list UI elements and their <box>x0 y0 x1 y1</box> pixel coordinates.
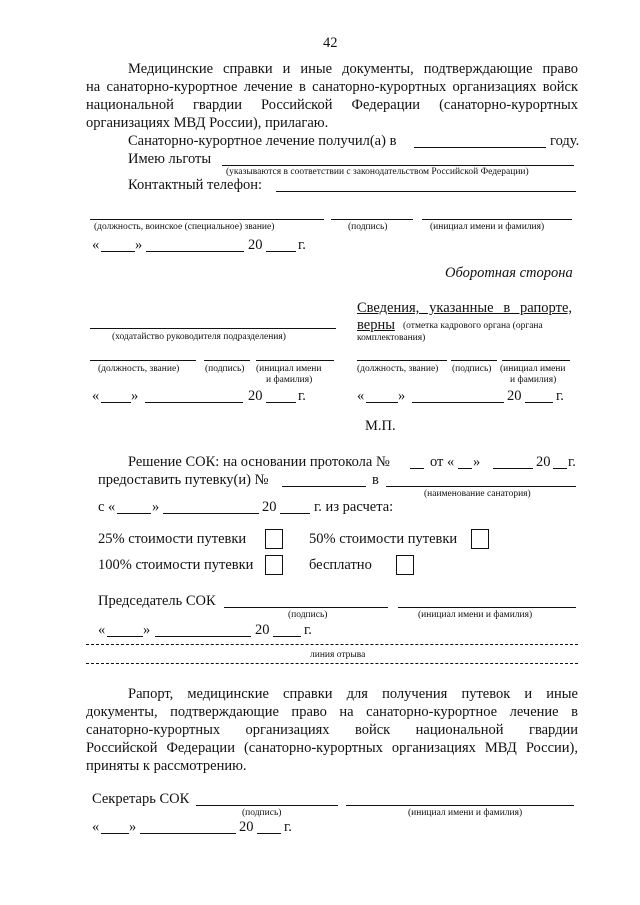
right-date-month-field[interactable] <box>412 402 504 403</box>
left-date-day-field[interactable] <box>101 402 131 403</box>
name-caption: (инициал имени и фамилия) <box>430 222 545 232</box>
left-name-caption-1: (инициал имени <box>256 364 322 374</box>
name-field[interactable] <box>422 219 572 220</box>
option-free-label: бесплатно <box>309 557 372 573</box>
left-date-month-field[interactable] <box>145 402 243 403</box>
protocol-year-field[interactable] <box>553 468 567 469</box>
sanatorium-field[interactable] <box>386 486 576 487</box>
date-year-prefix: 20 <box>248 237 263 253</box>
position-caption: (должность, воинское (специальное) звание) <box>94 222 275 232</box>
secretary-date-open-quote: « <box>92 819 100 835</box>
option-50-label: 50% стоимости путевки <box>309 531 458 547</box>
from-date-year-field[interactable] <box>280 513 310 514</box>
phone-field[interactable] <box>276 191 576 192</box>
right-name-field[interactable] <box>502 360 570 361</box>
intro-line-3: национальной гвардии Российской Федерации (санаторно-курортных <box>86 97 578 113</box>
secretary-name-caption: (инициал имени и фамилия) <box>408 808 523 818</box>
benefits-label: Имею льготы <box>128 151 212 167</box>
secretary-signature-field[interactable] <box>196 805 338 806</box>
left-signature-field[interactable] <box>204 360 250 361</box>
signature-field[interactable] <box>331 219 413 220</box>
from-date-year-prefix: 20 <box>262 499 277 515</box>
left-date-year-prefix: 20 <box>248 388 263 404</box>
chairman-date-year-field[interactable] <box>273 636 301 637</box>
secretary-date-year-suffix: г. <box>284 819 292 835</box>
receipt-line-3: санаторно-курортных организациях войск национальной гвардии <box>86 722 578 738</box>
option-free-checkbox[interactable] <box>396 555 414 575</box>
left-position-field[interactable] <box>90 360 196 361</box>
from-date-day-field[interactable] <box>117 513 151 514</box>
option-25-label: 25% стоимости путевки <box>98 531 247 547</box>
decision-year-suffix: г. <box>568 454 576 470</box>
right-date-close-quote: » <box>398 388 406 404</box>
hr-note-1: (отметка кадрового органа (органа <box>403 321 543 331</box>
right-signature-field[interactable] <box>451 360 497 361</box>
benefits-caption: (указываются в соответствии с законодательством Российской Федерации) <box>226 167 529 177</box>
hr-note-2: комплектования) <box>357 333 426 343</box>
signature-caption: (подпись) <box>348 222 388 232</box>
date-close-quote: » <box>135 237 143 253</box>
intro-line-1: Медицинские справки и иные документы, подтверждающие право <box>128 61 578 77</box>
right-position-field[interactable] <box>357 360 447 361</box>
date-year-suffix: г. <box>298 237 306 253</box>
left-signature-caption: (подпись) <box>205 364 245 374</box>
option-100-label: 100% стоимости путевки <box>98 557 254 573</box>
grant-label: предоставить путевку(и) № <box>98 472 269 488</box>
right-name-caption-2: и фамилия) <box>510 375 557 385</box>
tear-line-top <box>86 644 578 645</box>
date-month-field[interactable] <box>146 251 244 252</box>
receipt-line-1: Рапорт, медицинские справки для получения путевок и иные <box>128 686 578 702</box>
chairman-date-close-quote: » <box>143 622 151 638</box>
treatment-label: Санаторно-курортное лечение получил(а) в <box>128 133 397 149</box>
tear-line-label: линия отрыва <box>310 650 366 660</box>
protocol-number-field[interactable] <box>410 468 424 469</box>
decision-quote-close: » <box>473 454 481 470</box>
chairman-date-year-prefix: 20 <box>255 622 270 638</box>
tear-line-bottom <box>86 663 578 664</box>
decision-from: от « <box>430 454 455 470</box>
protocol-day-field[interactable] <box>458 468 472 469</box>
benefits-field[interactable] <box>222 165 574 166</box>
chairman-date-year-suffix: г. <box>304 622 312 638</box>
info-verified-word: верны <box>357 317 395 333</box>
option-100-checkbox[interactable] <box>265 555 283 575</box>
treatment-place-field[interactable] <box>414 147 546 148</box>
right-date-year-field[interactable] <box>525 402 553 403</box>
from-date-quote-close: » <box>152 499 160 515</box>
right-signature-caption: (подпись) <box>452 364 492 374</box>
secretary-date-year-prefix: 20 <box>239 819 254 835</box>
grant-in: в <box>372 472 379 488</box>
right-date-year-suffix: г. <box>556 388 564 404</box>
left-date-year-suffix: г. <box>298 388 306 404</box>
right-name-caption-1: (инициал имени <box>500 364 566 374</box>
date-open-quote: « <box>92 237 100 253</box>
left-name-caption-2: и фамилия) <box>266 375 313 385</box>
left-date-open-quote: « <box>92 388 100 404</box>
from-date-prefix: с « <box>98 499 116 515</box>
chairman-name-caption: (инициал имени и фамилия) <box>418 610 533 620</box>
decision-year-prefix: 20 <box>536 454 551 470</box>
left-date-year-field[interactable] <box>266 402 296 403</box>
secretary-name-field[interactable] <box>346 805 574 806</box>
treatment-suffix: году. <box>550 133 580 149</box>
date-year-field[interactable] <box>266 251 296 252</box>
reverse-side-title: Оборотная сторона <box>445 265 573 281</box>
left-name-field[interactable] <box>256 360 334 361</box>
protocol-month-field[interactable] <box>493 468 533 469</box>
intro-line-2: на санаторно-курортное лечение в санаторно-курортных организациях войск <box>86 79 578 95</box>
option-50-checkbox[interactable] <box>471 529 489 549</box>
secretary-date-month-field[interactable] <box>140 833 236 834</box>
right-date-year-prefix: 20 <box>507 388 522 404</box>
left-date-close-quote: » <box>131 388 139 404</box>
receipt-line-5: приняты к рассмотрению. <box>86 758 247 774</box>
secretary-date-day-field[interactable] <box>101 833 129 834</box>
receipt-line-2: документы, подтверждающие право на санаторно-курортное лечение в <box>86 704 578 720</box>
option-25-checkbox[interactable] <box>265 529 283 549</box>
chairman-date-day-field[interactable] <box>107 636 143 637</box>
payment-suffix: г. из расчета: <box>314 499 394 515</box>
intro-line-4: организациях МВД России), прилагаю. <box>86 115 329 131</box>
position-field[interactable] <box>90 219 324 220</box>
chairman-signature-caption: (подпись) <box>288 610 328 620</box>
secretary-date-close-quote: » <box>129 819 137 835</box>
petition-caption: (ходатайство руководителя подразделения) <box>112 332 286 342</box>
chairman-label: Председатель СОК <box>98 593 216 609</box>
petition-field[interactable] <box>90 328 336 329</box>
right-position-caption: (должность, звание) <box>357 364 439 374</box>
chairman-name-field[interactable] <box>398 607 576 608</box>
stamp-label: М.П. <box>365 418 396 434</box>
secretary-date-year-field[interactable] <box>257 833 281 834</box>
voucher-number-field[interactable] <box>282 486 366 487</box>
left-position-caption: (должность, звание) <box>98 364 180 374</box>
secretary-label: Секретарь СОК <box>92 791 190 807</box>
sanatorium-caption: (наименование санатория) <box>424 489 531 499</box>
chairman-signature-field[interactable] <box>224 607 388 608</box>
page-number: 42 <box>323 35 338 51</box>
receipt-line-4: Российской Федерации (санаторно-курортных организациях МВД России), <box>86 740 578 756</box>
decision-label: Решение СОК: на основании протокола № <box>128 454 390 470</box>
chairman-date-open-quote: « <box>98 622 106 638</box>
right-date-day-field[interactable] <box>366 402 398 403</box>
secretary-signature-caption: (подпись) <box>242 808 282 818</box>
phone-label: Контактный телефон: <box>128 177 263 193</box>
from-date-month-field[interactable] <box>163 513 259 514</box>
date-day-field[interactable] <box>101 251 135 252</box>
chairman-date-month-field[interactable] <box>155 636 251 637</box>
info-verified-line: Сведения, указанные в рапорте, <box>357 300 572 316</box>
right-date-open-quote: « <box>357 388 365 404</box>
